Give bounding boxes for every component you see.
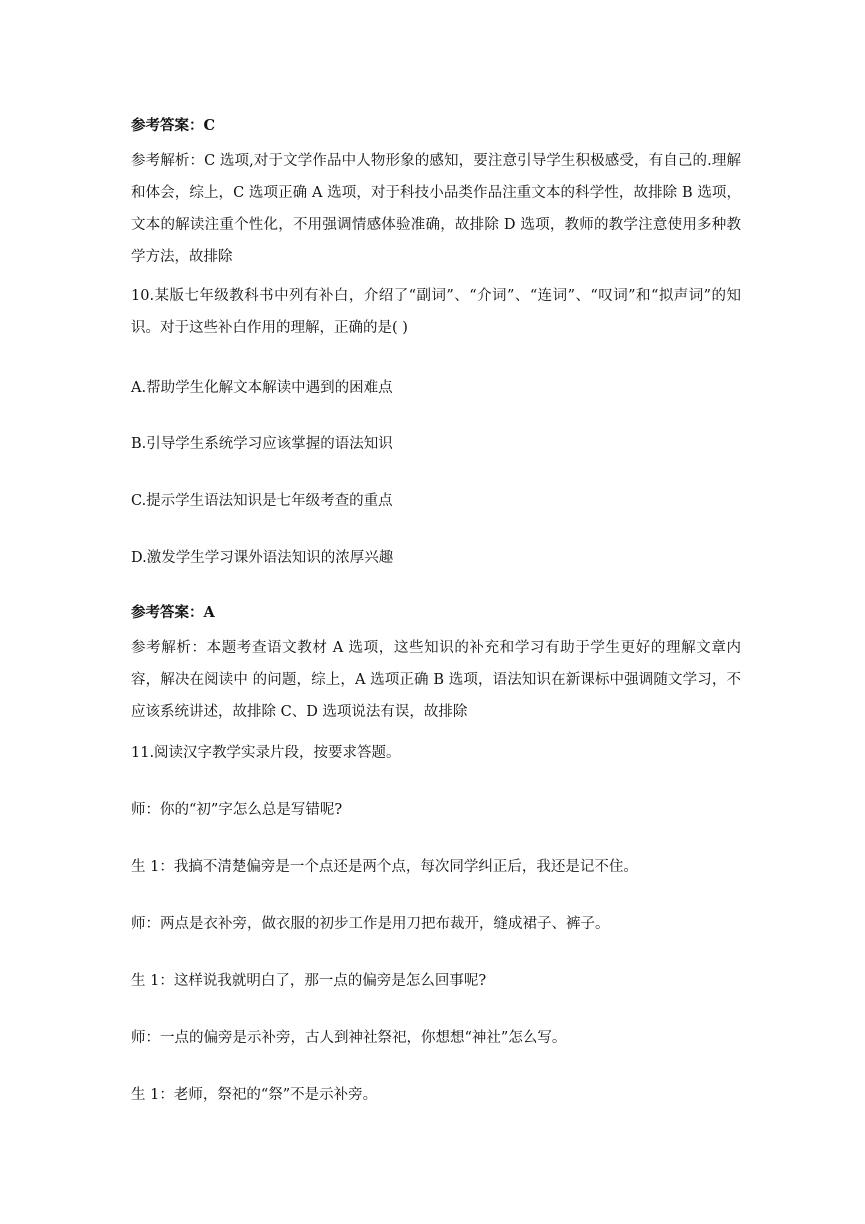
dialogue-line-4: 生 1：这样说我就明白了，那一点的偏旁是怎么回事呢?: [131, 973, 487, 989]
question-10-option-a: A.帮助学生化解文本解读中遇到的困难点: [131, 380, 393, 396]
answer-heading-1: 参考答案：C: [131, 117, 216, 134]
analysis-paragraph-1: 参考解析：C 选项,对于文学作品中人物形象的感知，要注意引导学生积极感受，有自己的.理解和体会，综上，C 选项正确 A 选项，对于科技小品类作品注重文本的科学性，故排除 B 选项，文本的解读注重个性化，不用强调情感体验准确，故排除 D 选项，教师的教学注意使用多种教学方法，故排除: [131, 153, 741, 265]
question-10-option-c: C.提示学生语法知识是七年级考查的重点: [131, 493, 393, 509]
analysis-paragraph-2: 参考解析：本题考查语文教材 A 选项，这些知识的补充和学习有助于学生更好的理解文章内容，解决在阅读中 的问题，综上，A 选项正确 B 选项，语法知识在新课标中强调随文学习，不应该系统讲述，故排除 C、D 选项说法有误，故排除: [131, 640, 741, 720]
answer-heading-2: 参考答案：A: [131, 604, 215, 621]
question-10-option-b: B.引导学生系统学习应该掌握的语法知识: [131, 436, 393, 452]
question-11-text: 11.阅读汉字教学实录片段，按要求答题。: [131, 745, 401, 761]
question-10-text: 10.某版七年级教科书中列有补白，介绍了“副词”、“介词”、“连词”、“叹词”和“拟声词”的知识。对于这些补白作用的理解，正确的是( ): [131, 288, 741, 336]
dialogue-line-2: 生 1：我搞不清楚偏旁是一个点还是两个点，每次同学纠正后，我还是记不住。: [131, 859, 638, 875]
dialogue-line-5: 师：一点的偏旁是示补旁，古人到神社祭祀，你想想“神社”怎么写。: [131, 1030, 567, 1046]
question-10-option-d: D.激发学生学习课外语法知识的浓厚兴趣: [131, 550, 394, 566]
dialogue-line-6: 生 1：老师，祭祀的“祭”不是示补旁。: [131, 1087, 378, 1103]
dialogue-line-1: 师：你的“初”字怎么总是写错呢?: [131, 802, 343, 818]
dialogue-line-3: 师：两点是衣补旁，做衣服的初步工作是用刀把布裁开，缝成裙子、裤子。: [131, 916, 610, 932]
